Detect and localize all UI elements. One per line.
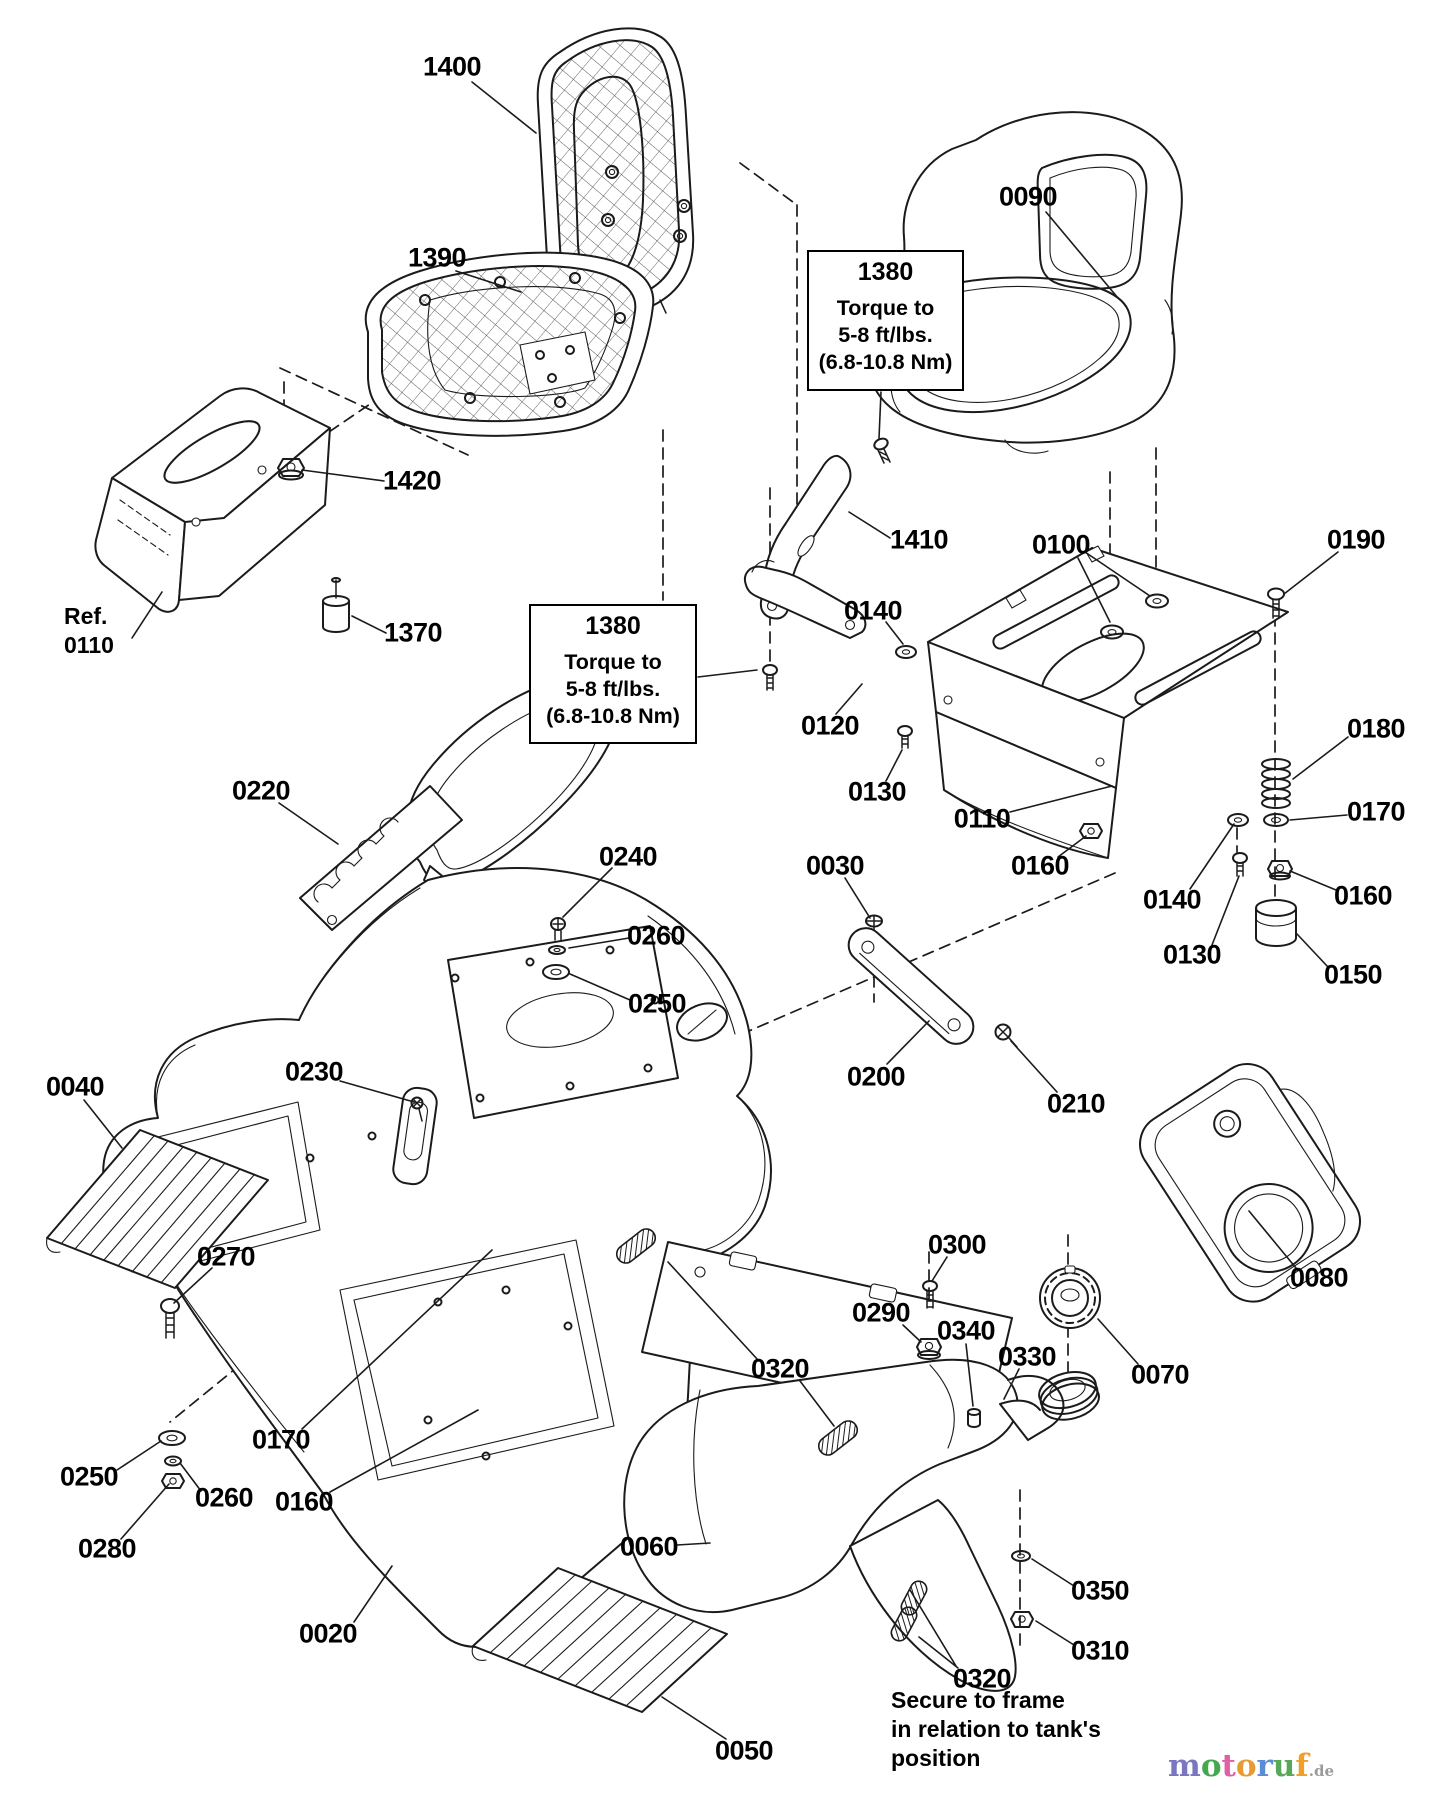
watermark-letter: f [1295,1748,1309,1784]
torque-note-box [529,604,697,744]
part-callout-0060: 0060 [619,1531,679,1562]
torque-note-part-number: 1380 [585,612,641,640]
part-callout-1390: 1390 [407,242,467,273]
secure-to-frame-note [891,1686,1101,1773]
part-callout-0260: 0260 [626,920,686,951]
torque-note-line: (6.8-10.8 Nm) [546,704,680,728]
part-callout-0020: 0020 [298,1618,358,1649]
torque-note-line: Torque to [564,650,662,674]
part-callout-0330: 0330 [997,1341,1057,1372]
part-callout-0310: 0310 [1070,1635,1130,1666]
part-callout-0240: 0240 [598,841,658,872]
part-callout-0200: 0200 [846,1061,906,1092]
part-callout-0170: 0170 [1346,796,1406,827]
torque-note-line: Torque to [836,296,935,320]
part-callout-0030: 0030 [805,850,865,881]
part-callout-0320: 0320 [750,1353,810,1384]
part-callout-0090: 0090 [998,181,1058,212]
part-callout-0340: 0340 [936,1315,996,1346]
part-callout-1420: 1420 [382,465,442,496]
ref-callout-line: 0110 [64,632,114,658]
part-callout-1370: 1370 [383,617,443,648]
watermark-letter: m [1168,1748,1201,1784]
part-callout-0290: 0290 [851,1297,911,1328]
torque-note-line: (6.8-10.8 Nm) [818,350,953,374]
part-callout-0270: 0270 [196,1241,256,1272]
part-callout-0350: 0350 [1070,1575,1130,1606]
part-callout-0320: 0320 [952,1663,1012,1694]
part-callout-0210: 0210 [1046,1088,1106,1119]
part-callout-0180: 0180 [1346,713,1406,744]
part-callout-0190: 0190 [1326,524,1386,555]
watermark-letter: o [1235,1748,1257,1784]
part-callout-0160: 0160 [274,1486,334,1517]
secure-to-frame-note-line: in relation to tank's [891,1716,1101,1742]
part-callout-0140: 0140 [843,595,903,626]
part-callout-0260: 0260 [194,1482,254,1513]
part-callout-0170: 0170 [251,1424,311,1455]
part-callout-0160: 0160 [1010,850,1070,881]
part-callout-0080: 0080 [1289,1262,1349,1293]
part-callout-0100: 0100 [1031,529,1091,560]
part-callout-0130: 0130 [1162,939,1222,970]
part-callout-0250: 0250 [59,1461,119,1492]
part-callout-0230: 0230 [284,1056,344,1087]
secure-to-frame-note-line: Secure to frame [891,1687,1065,1713]
part-callout-0280: 0280 [77,1533,137,1564]
torque-note-line: 5-8 ft/lbs. [838,323,933,347]
watermark-letter: r [1256,1748,1273,1784]
part-callout-0050: 0050 [714,1735,774,1766]
part-callout-0150: 0150 [1323,959,1383,990]
part-callout-0040: 0040 [45,1071,105,1102]
part-callout-1410: 1410 [889,524,949,555]
torque-note-part-number: 1380 [857,258,914,286]
part-callout-0220: 0220 [231,775,291,806]
torque-note-box [807,250,964,391]
part-callout-0250: 0250 [627,988,687,1019]
part-callout-0140: 0140 [1142,884,1202,915]
ref-callout-line: Ref. [64,603,108,629]
part-callout-0070: 0070 [1130,1359,1190,1390]
part-callout-0160: 0160 [1333,880,1393,911]
watermark-letter: o [1200,1748,1222,1784]
part-callout-0130: 0130 [847,776,907,807]
watermark-letter: u [1272,1748,1296,1784]
part-callout-1400: 1400 [422,51,482,82]
part-callout-0300: 0300 [927,1229,987,1260]
ref-callout [64,602,114,660]
secure-to-frame-note-line: position [891,1745,981,1771]
part-callout-0120: 0120 [800,710,860,741]
watermark-tld: .de [1308,1762,1335,1780]
torque-note-line: 5-8 ft/lbs. [565,677,661,701]
motoruf-watermark [1168,1748,1334,1784]
part-callout-0110: 0110 [953,803,1011,834]
watermark-letter: t [1221,1748,1236,1784]
